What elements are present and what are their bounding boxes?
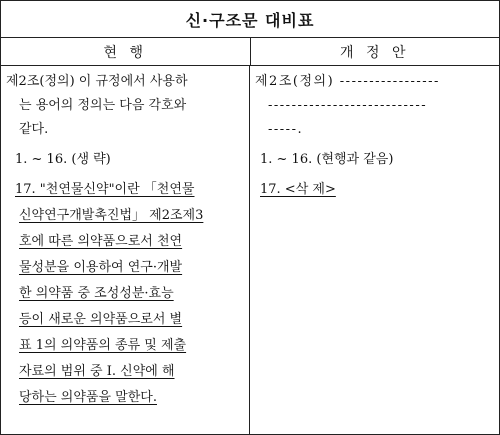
header-proposed: 개 정 안 [340, 44, 410, 61]
current-item17-line-6: 등이 새로운 의약품으로서 별 [19, 312, 183, 327]
current-article-line-2: 는 용어의 정의는 다음 각호와 [19, 98, 187, 113]
proposed-article-line-3: -----. [268, 122, 304, 137]
current-article-line-1: 제2조(정의) 이 규정에서 사용하 [6, 74, 188, 89]
proposed-article-line-1: 제2조(정의) ----------------- [255, 74, 440, 89]
table-title-row [0, 0, 500, 37]
proposed-article-line-2: --------------------------- [268, 98, 428, 113]
current-item17-line-3: 호에 따른 의약품으로서 천연 [19, 234, 183, 249]
header-row [0, 37, 500, 66]
current-item17-line-8: 자료의 범위 중 Ⅰ. 신약에 해 [19, 364, 175, 379]
current-item17-line-2: 신약연구개발촉진법」 제2조제3 [19, 208, 204, 223]
current-item17-line-1: 17. "천연물신약"이란 「천연물 [15, 182, 195, 197]
current-item17-line-5: 한 의약품 중 조성성분·효능 [19, 286, 174, 301]
current-item17-line-4: 물성분을 이용하여 연구·개발 [19, 260, 183, 275]
proposed-column [250, 66, 499, 434]
header-current: 현 행 [1, 38, 251, 65]
proposed-item-1-16: 1. ~ 16. (현행과 같음) [260, 152, 394, 167]
current-item17-line-9: 당하는 의약품을 말한다. [19, 390, 157, 405]
current-item17-line-7: 표 1의 의약품의 종류 및 제출 [19, 338, 187, 353]
current-column [1, 66, 250, 434]
table-title: 신·구조문 대비표 [185, 10, 315, 30]
proposed-item17-deleted: 17. <삭 제> [260, 182, 336, 197]
current-item-1-16: 1. ~ 16. (생 략) [15, 152, 111, 167]
body-row [0, 66, 500, 435]
current-article-line-3: 같다. [19, 122, 49, 137]
